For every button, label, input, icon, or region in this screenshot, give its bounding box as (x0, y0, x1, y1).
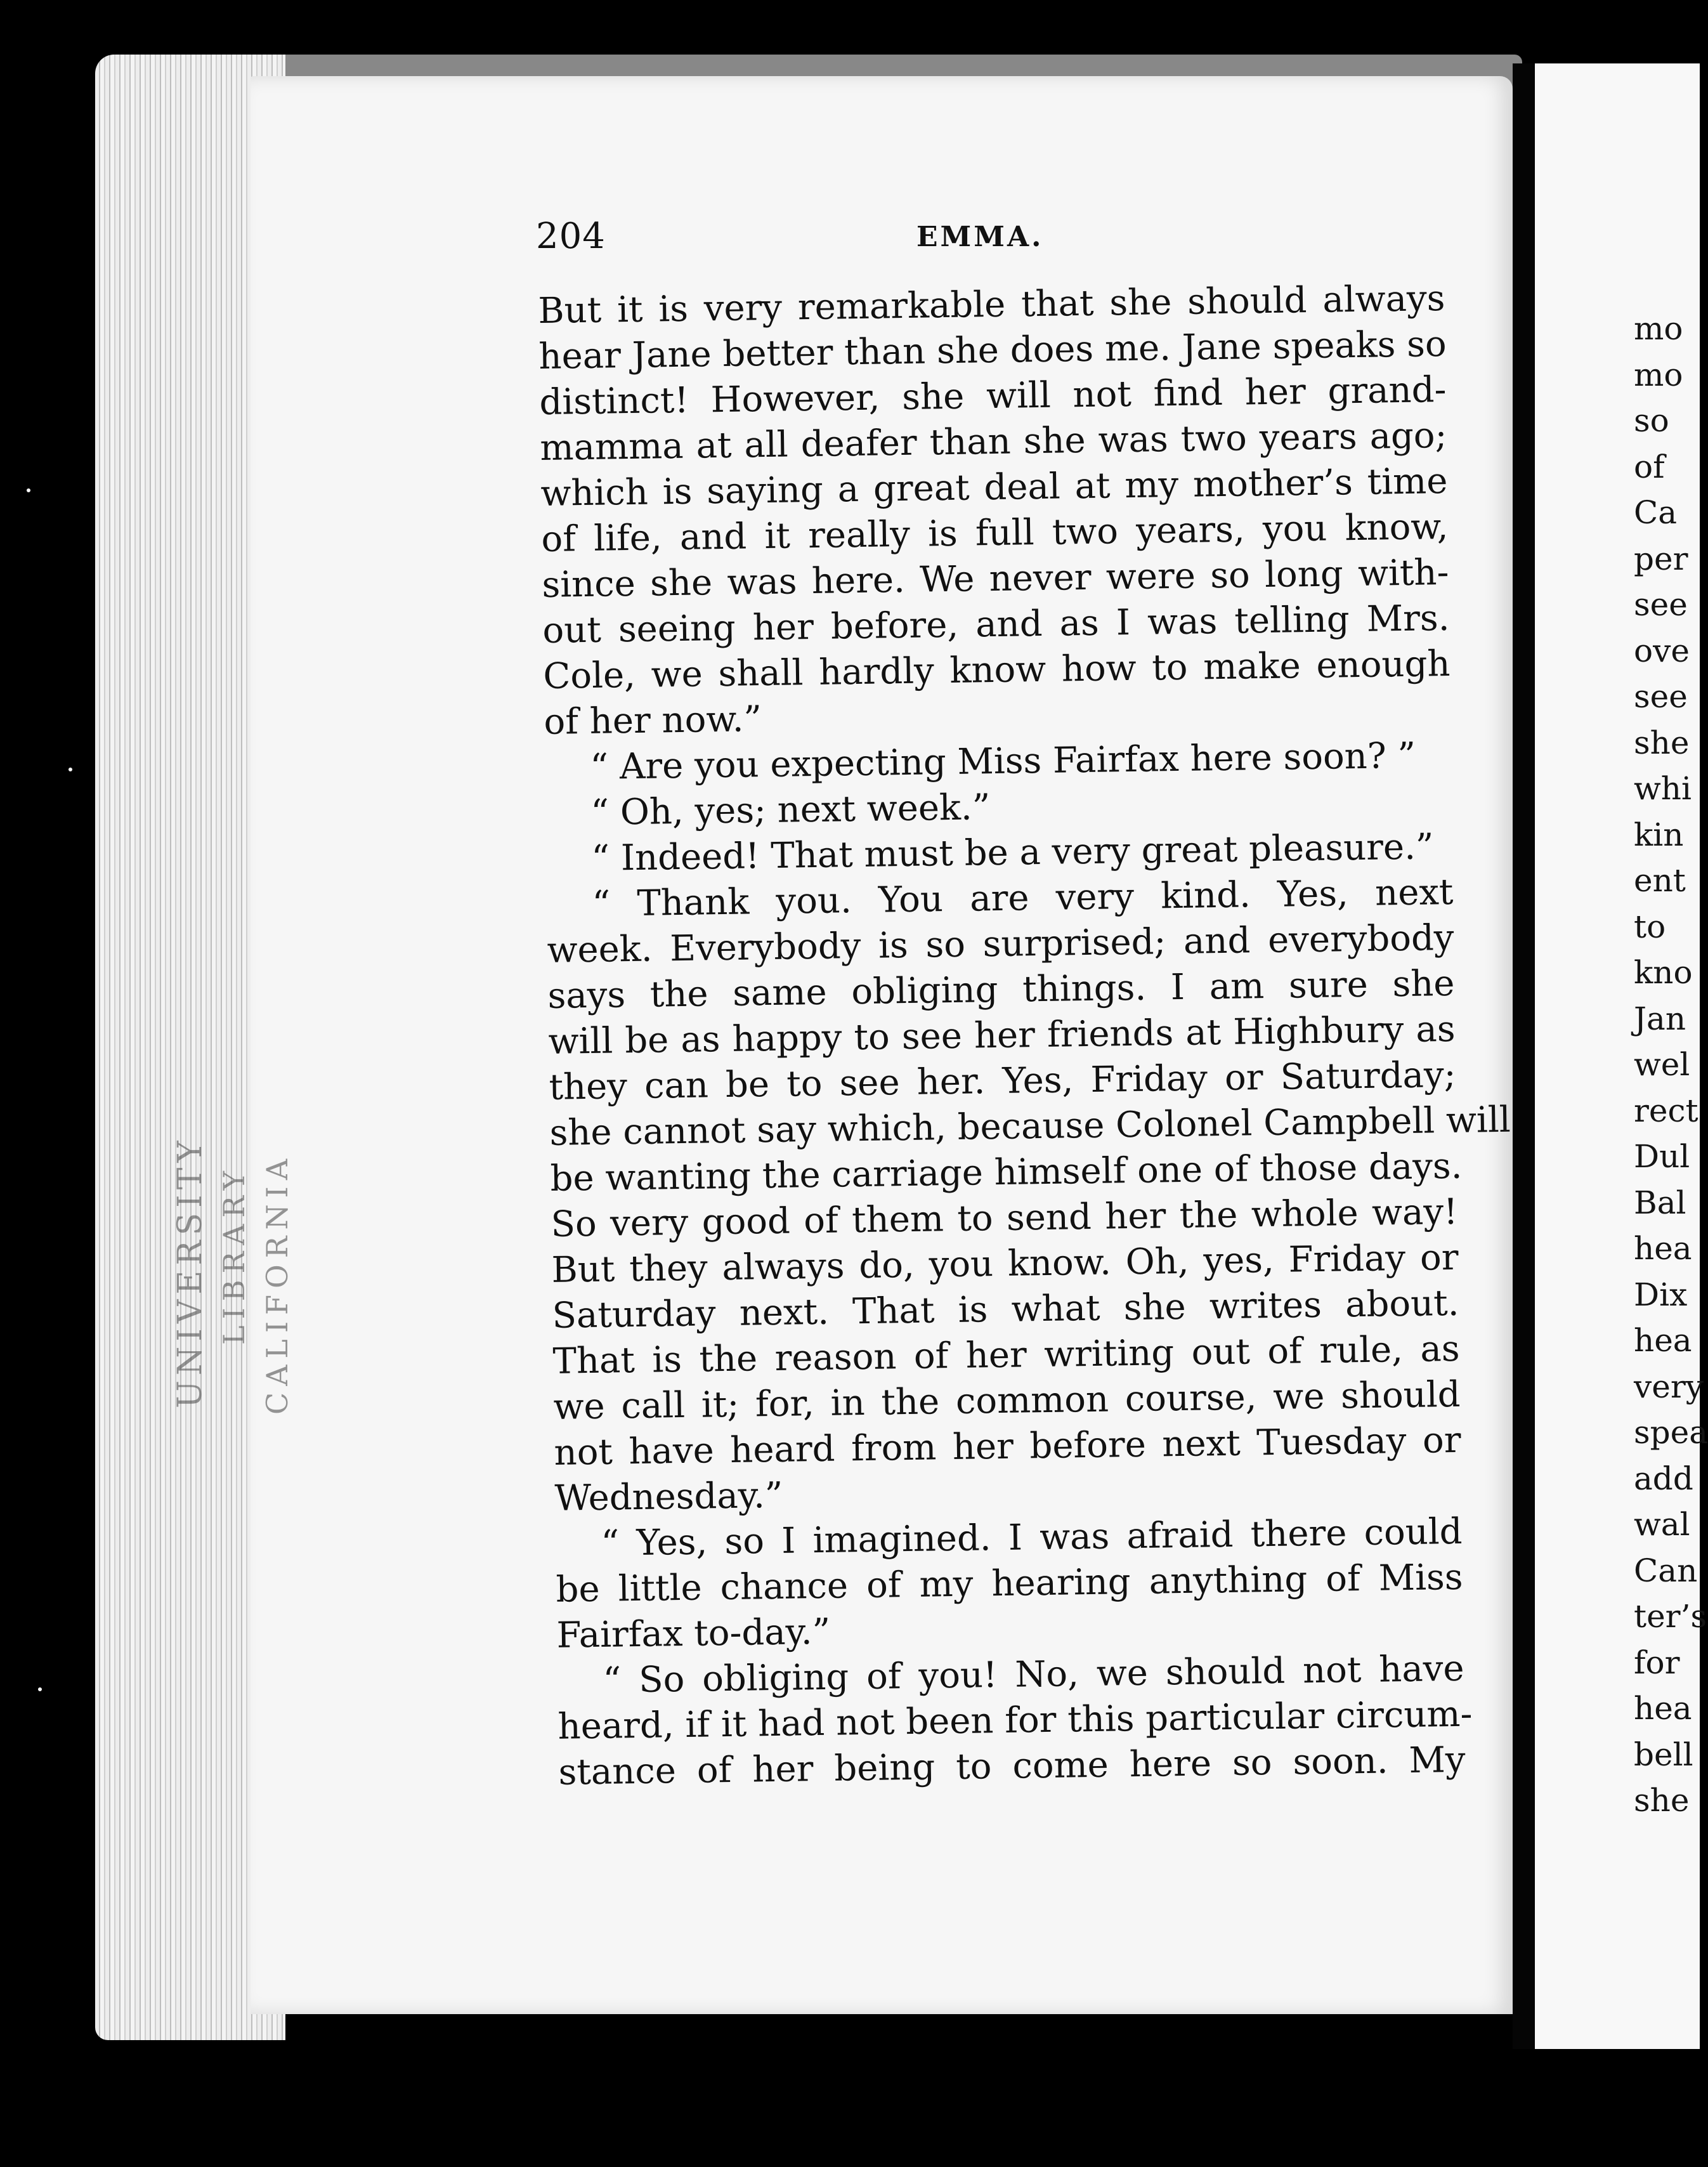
page-header (536, 216, 1468, 260)
right-page-fragment: wal (1634, 1506, 1690, 1543)
text-line: “ Yes, so I imagined. I was afraid there could (601, 1510, 1463, 1564)
text-line: Fairfax to-day.” (556, 1611, 831, 1656)
right-page-fragment: wel (1634, 1046, 1690, 1083)
right-page-fragment: Jan (1634, 1000, 1686, 1037)
right-page-fragment: mo (1634, 356, 1683, 393)
page-number: 204 (536, 216, 606, 257)
right-page-fragment: hea (1634, 1322, 1692, 1359)
right-page-fragment: per (1634, 540, 1688, 577)
text-line: “ Indeed! That must be a very great pleasure.” (591, 826, 1434, 879)
right-page-fragment: so (1634, 402, 1669, 439)
right-page-fragment: Dix (1634, 1276, 1688, 1313)
text-line: hear Jane better than she does me. Jane speaks so (538, 324, 1447, 377)
right-page-fragment: very (1634, 1368, 1704, 1405)
text-line: not have heard from her before next Tuesday or (554, 1419, 1461, 1474)
dust-speck (27, 488, 30, 492)
text-line: heard, if it had not been for this particular circum- (557, 1693, 1473, 1748)
text-line: of her now.” (544, 698, 762, 743)
text-line: we call it; for, in the common course, we should (553, 1373, 1461, 1428)
text-line: be wanting the carriage himself one of those days. (550, 1145, 1463, 1200)
text-line: But they always do, you know. Oh, yes, Friday or (551, 1236, 1459, 1291)
text-line: “ Thank you. You are very kind. Yes, next (592, 871, 1454, 925)
text-line: Wednesday.” (554, 1474, 783, 1519)
text-line: of life, and it really is full two years, you know, (541, 506, 1449, 560)
text-line: That is the reason of her writing out of rule, as (552, 1328, 1460, 1382)
text-line: Saturday next. That is what she writes about. (552, 1282, 1459, 1337)
text-line: be little chance of my hearing anything of Miss (556, 1556, 1463, 1611)
right-page-fragment: kno (1634, 954, 1693, 991)
right-page-fragment: ter’s (1634, 1598, 1707, 1635)
right-page-fragment: for (1634, 1644, 1680, 1681)
stamp-line-2: LIBRARY (217, 1165, 251, 1345)
text-line: week. Everybody is so surprised; and everybody (547, 917, 1454, 971)
text-line: “ Oh, yes; next week.” (590, 787, 991, 834)
right-page-fragment: she (1634, 1782, 1690, 1819)
library-stamp (159, 901, 304, 1421)
text-line: Cole, we shall hardly know how to make enough (543, 643, 1450, 697)
right-page-fragment: Dul (1634, 1138, 1690, 1175)
right-page-fragment: bell (1634, 1736, 1693, 1773)
right-page-fragment: ent (1634, 862, 1686, 899)
right-page-fragment: mo (1634, 310, 1683, 347)
text-line: since she was here. We never were so long with- (542, 551, 1449, 606)
right-page-fragment: ove (1634, 632, 1690, 669)
body-text (538, 276, 1511, 1796)
right-page-fragment: whi (1634, 770, 1692, 807)
text-line: out seeing her before, and as I was telling Mrs. (542, 597, 1450, 651)
text-line: distinct! However, she will not find her grand- (539, 369, 1447, 423)
text-line: But it is very remarkable that she should always (538, 278, 1445, 332)
text-line: “ So obliging of you! No, we should not have (603, 1647, 1464, 1701)
text-line: which is saying a great deal at my mother’s time (540, 461, 1448, 514)
right-page-fragment: add (1634, 1460, 1693, 1497)
right-page-fragment: see (1634, 678, 1688, 715)
text-line: says the same obliging things. I am sure she (547, 962, 1455, 1017)
right-page-fragment: hea (1634, 1690, 1692, 1727)
right-page-text-fragments (1634, 306, 1708, 1824)
text-line: stance of her being to come here so soon. My (558, 1739, 1466, 1793)
right-page-fragment: to (1634, 908, 1666, 945)
stamp-line-1: UNIVERSITY (171, 1136, 209, 1408)
text-line: So very good of them to send her the whole way! (551, 1191, 1458, 1245)
running-title: EMMA. (916, 221, 1044, 253)
right-page-fragment: see (1634, 586, 1688, 623)
text-line: they can be to see her. Yes, Friday or Saturday; (549, 1054, 1456, 1108)
right-page-fragment: hea (1634, 1230, 1692, 1267)
right-page-fragment: rect (1634, 1092, 1698, 1129)
dust-speck (68, 768, 72, 771)
right-page-fragment: kin (1634, 816, 1684, 853)
right-page-fragment: spea (1634, 1414, 1708, 1451)
text-line: she cannot say which, because Colonel Campbell will (549, 1099, 1511, 1154)
right-page-fragment: she (1634, 724, 1690, 761)
text-line: “ Are you expecting Miss Fairfax here soon? ” (590, 735, 1416, 788)
book-gutter (1513, 63, 1533, 2049)
text-line: will be as happy to see her friends at Highbury as (548, 1008, 1456, 1063)
right-page-fragment: Can (1634, 1552, 1698, 1589)
right-page-fragment: Ca (1634, 494, 1678, 531)
stamp-line-3: CALIFORNIA (260, 1152, 294, 1415)
right-page-fragment: Bal (1634, 1184, 1686, 1221)
dust-speck (38, 1687, 42, 1691)
text-line: mamma at all deafer than she was two years ago; (540, 415, 1447, 469)
right-page-fragment: of (1634, 448, 1665, 485)
